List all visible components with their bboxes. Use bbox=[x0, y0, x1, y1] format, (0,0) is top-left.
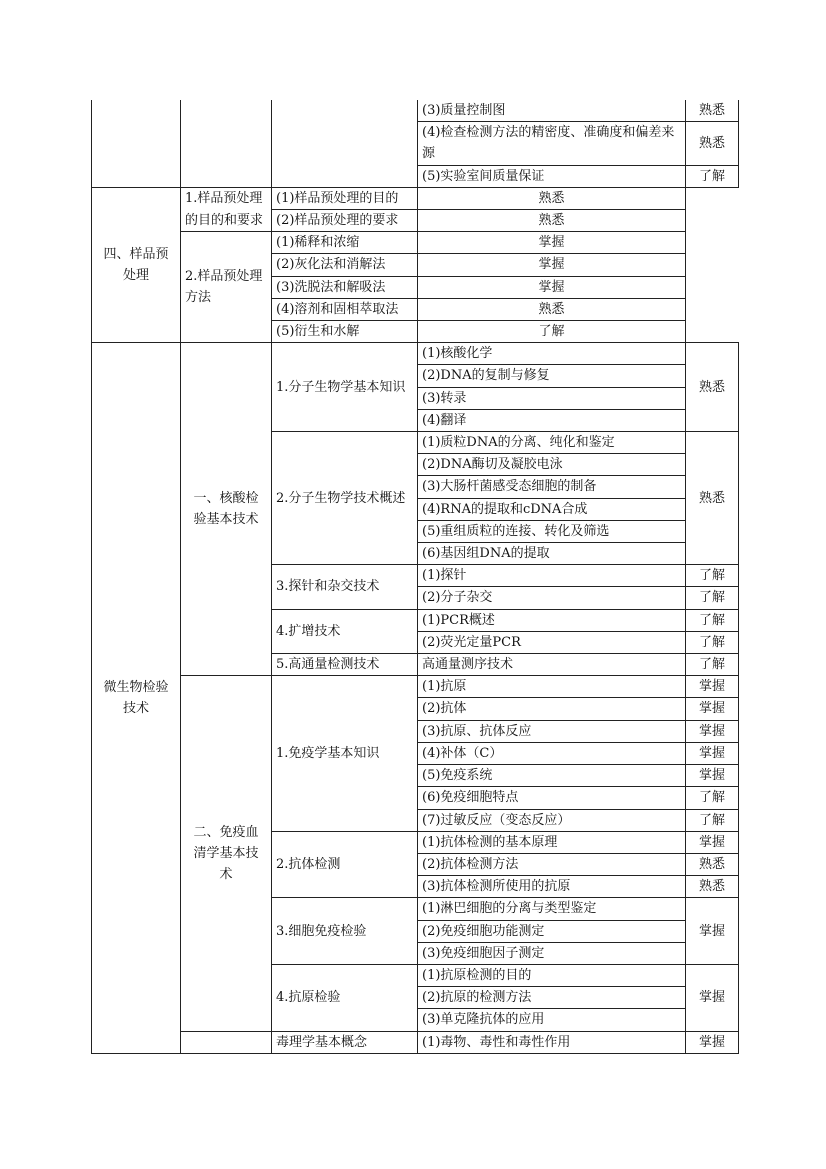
level-cell: 熟悉 bbox=[418, 210, 686, 232]
table-row bbox=[92, 343, 739, 365]
level-cell: 了解 bbox=[686, 787, 739, 809]
level-cell: 掌握 bbox=[418, 276, 686, 298]
point-cell: (2)抗体 bbox=[418, 698, 686, 720]
level-cell: 掌握 bbox=[686, 698, 739, 720]
point-cell: (1)核酸化学 bbox=[418, 343, 686, 365]
level-cell: 熟悉 bbox=[686, 100, 739, 122]
point-cell: (2)DNA的复制与修复 bbox=[418, 365, 686, 387]
point-cell: (2)DNA酶切及凝胶电泳 bbox=[418, 454, 686, 476]
table-row bbox=[92, 100, 739, 122]
level-cell: 掌握 bbox=[686, 765, 739, 787]
point-cell: (3)单克隆抗体的应用 bbox=[418, 1009, 686, 1031]
level-cell: 掌握 bbox=[686, 898, 739, 965]
topic-cell: 4.扩增技术 bbox=[272, 609, 418, 653]
level-cell: 熟悉 bbox=[686, 432, 739, 565]
point-cell: (1)质粒DNA的分离、纯化和鉴定 bbox=[418, 432, 686, 454]
level-cell: 掌握 bbox=[686, 720, 739, 742]
point-cell: (5)衍生和水解 bbox=[272, 321, 418, 343]
topic-cell: 1.分子生物学基本知识 bbox=[272, 343, 418, 432]
level-cell: 掌握 bbox=[686, 831, 739, 853]
level-cell: 了解 bbox=[418, 321, 686, 343]
topic-cell: 3.探针和杂交技术 bbox=[272, 565, 418, 609]
topic-cell: 4.抗原检验 bbox=[272, 964, 418, 1031]
point-cell: (3)抗原、抗体反应 bbox=[418, 720, 686, 742]
point-cell: (1)稀释和浓缩 bbox=[272, 232, 418, 254]
syllabus-table bbox=[91, 100, 739, 1054]
point-cell: (4)补体（C） bbox=[418, 742, 686, 764]
unit-cell: 一、核酸检验基本技术 bbox=[181, 343, 272, 676]
level-cell: 了解 bbox=[686, 809, 739, 831]
topic-cell: 5.高通量检测技术 bbox=[272, 654, 418, 676]
unit-cell bbox=[181, 1031, 272, 1053]
point-cell: (5)实验室间质量保证 bbox=[418, 165, 686, 187]
level-cell: 熟悉 bbox=[418, 187, 686, 209]
point-cell: (2)抗体检测方法 bbox=[418, 853, 686, 875]
topic-cell: 2.抗体检测 bbox=[272, 831, 418, 898]
table-row bbox=[92, 232, 739, 254]
point-cell: (5)免疫系统 bbox=[418, 765, 686, 787]
unit-cell bbox=[181, 100, 272, 187]
point-cell: (2)抗原的检测方法 bbox=[418, 987, 686, 1009]
syllabus-body bbox=[92, 100, 739, 1053]
point-cell: (3)大肠杆菌感受态细胞的制备 bbox=[418, 476, 686, 498]
point-cell: (2)荧光定量PCR bbox=[418, 631, 686, 653]
point-cell: (2)免疫细胞功能测定 bbox=[418, 920, 686, 942]
unit-cell: 二、免疫血清学基本技术 bbox=[181, 676, 272, 1031]
point-cell: (3)转录 bbox=[418, 387, 686, 409]
level-cell: 掌握 bbox=[686, 964, 739, 1031]
level-cell: 熟悉 bbox=[686, 343, 739, 432]
level-cell: 了解 bbox=[686, 654, 739, 676]
point-cell: (5)重组质粒的连接、转化及筛选 bbox=[418, 520, 686, 542]
point-cell: (6)基因组DNA的提取 bbox=[418, 543, 686, 565]
topic-cell: 1.样品预处理的目的和要求 bbox=[181, 187, 272, 231]
level-cell: 掌握 bbox=[686, 676, 739, 698]
point-cell: (6)免疫细胞特点 bbox=[418, 787, 686, 809]
point-cell: (3)免疫细胞因子测定 bbox=[418, 942, 686, 964]
level-cell: 熟悉 bbox=[686, 876, 739, 898]
point-cell: (3)抗体检测所使用的抗原 bbox=[418, 876, 686, 898]
level-cell: 掌握 bbox=[686, 1031, 739, 1053]
point-cell: (7)过敏反应（变态反应） bbox=[418, 809, 686, 831]
point-cell: (1)探针 bbox=[418, 565, 686, 587]
point-cell: (4)RNA的提取和cDNA合成 bbox=[418, 498, 686, 520]
topic-cell: 1.免疫学基本知识 bbox=[272, 676, 418, 831]
level-cell: 熟悉 bbox=[686, 122, 739, 165]
point-cell: (4)溶剂和固相萃取法 bbox=[272, 298, 418, 320]
level-cell: 了解 bbox=[686, 609, 739, 631]
table-row bbox=[92, 1031, 739, 1053]
point-cell: 高通量测序技术 bbox=[418, 654, 686, 676]
topic-cell bbox=[272, 100, 418, 187]
level-cell: 了解 bbox=[686, 631, 739, 653]
subject-cell bbox=[92, 100, 181, 187]
point-cell: (1)样品预处理的目的 bbox=[272, 187, 418, 209]
table-row bbox=[92, 676, 739, 698]
level-cell: 掌握 bbox=[418, 254, 686, 276]
point-cell: (1)淋巴细胞的分离与类型鉴定 bbox=[418, 898, 686, 920]
point-cell: (1)PCR概述 bbox=[418, 609, 686, 631]
point-cell: (4)检查检测方法的精密度、准确度和偏差来源 bbox=[418, 122, 686, 165]
point-cell: (2)灰化法和消解法 bbox=[272, 254, 418, 276]
point-cell: (2)样品预处理的要求 bbox=[272, 210, 418, 232]
point-cell: (1)抗体检测的基本原理 bbox=[418, 831, 686, 853]
table-row bbox=[92, 187, 739, 209]
point-cell: (1)抗原 bbox=[418, 676, 686, 698]
point-cell: (4)翻译 bbox=[418, 409, 686, 431]
unit-cell: 四、样品预处理 bbox=[92, 187, 181, 342]
level-cell: 了解 bbox=[686, 165, 739, 187]
level-cell: 了解 bbox=[686, 565, 739, 587]
point-cell: (2)分子杂交 bbox=[418, 587, 686, 609]
level-cell: 熟悉 bbox=[686, 853, 739, 875]
subject-cell: 微生物检验技术 bbox=[92, 343, 181, 1054]
point-cell: (3)洗脱法和解吸法 bbox=[272, 276, 418, 298]
level-cell: 了解 bbox=[686, 587, 739, 609]
level-cell: 掌握 bbox=[686, 742, 739, 764]
topic-cell: 2.分子生物学技术概述 bbox=[272, 432, 418, 565]
topic-cell: 毒理学基本概念 bbox=[272, 1031, 418, 1053]
topic-cell: 3.细胞免疫检验 bbox=[272, 898, 418, 965]
point-cell: (1)毒物、毒性和毒性作用 bbox=[418, 1031, 686, 1053]
level-cell: 掌握 bbox=[418, 232, 686, 254]
point-cell: (1)抗原检测的目的 bbox=[418, 964, 686, 986]
topic-cell: 2.样品预处理方法 bbox=[181, 232, 272, 343]
point-cell: (3)质量控制图 bbox=[418, 100, 686, 122]
level-cell: 熟悉 bbox=[418, 298, 686, 320]
